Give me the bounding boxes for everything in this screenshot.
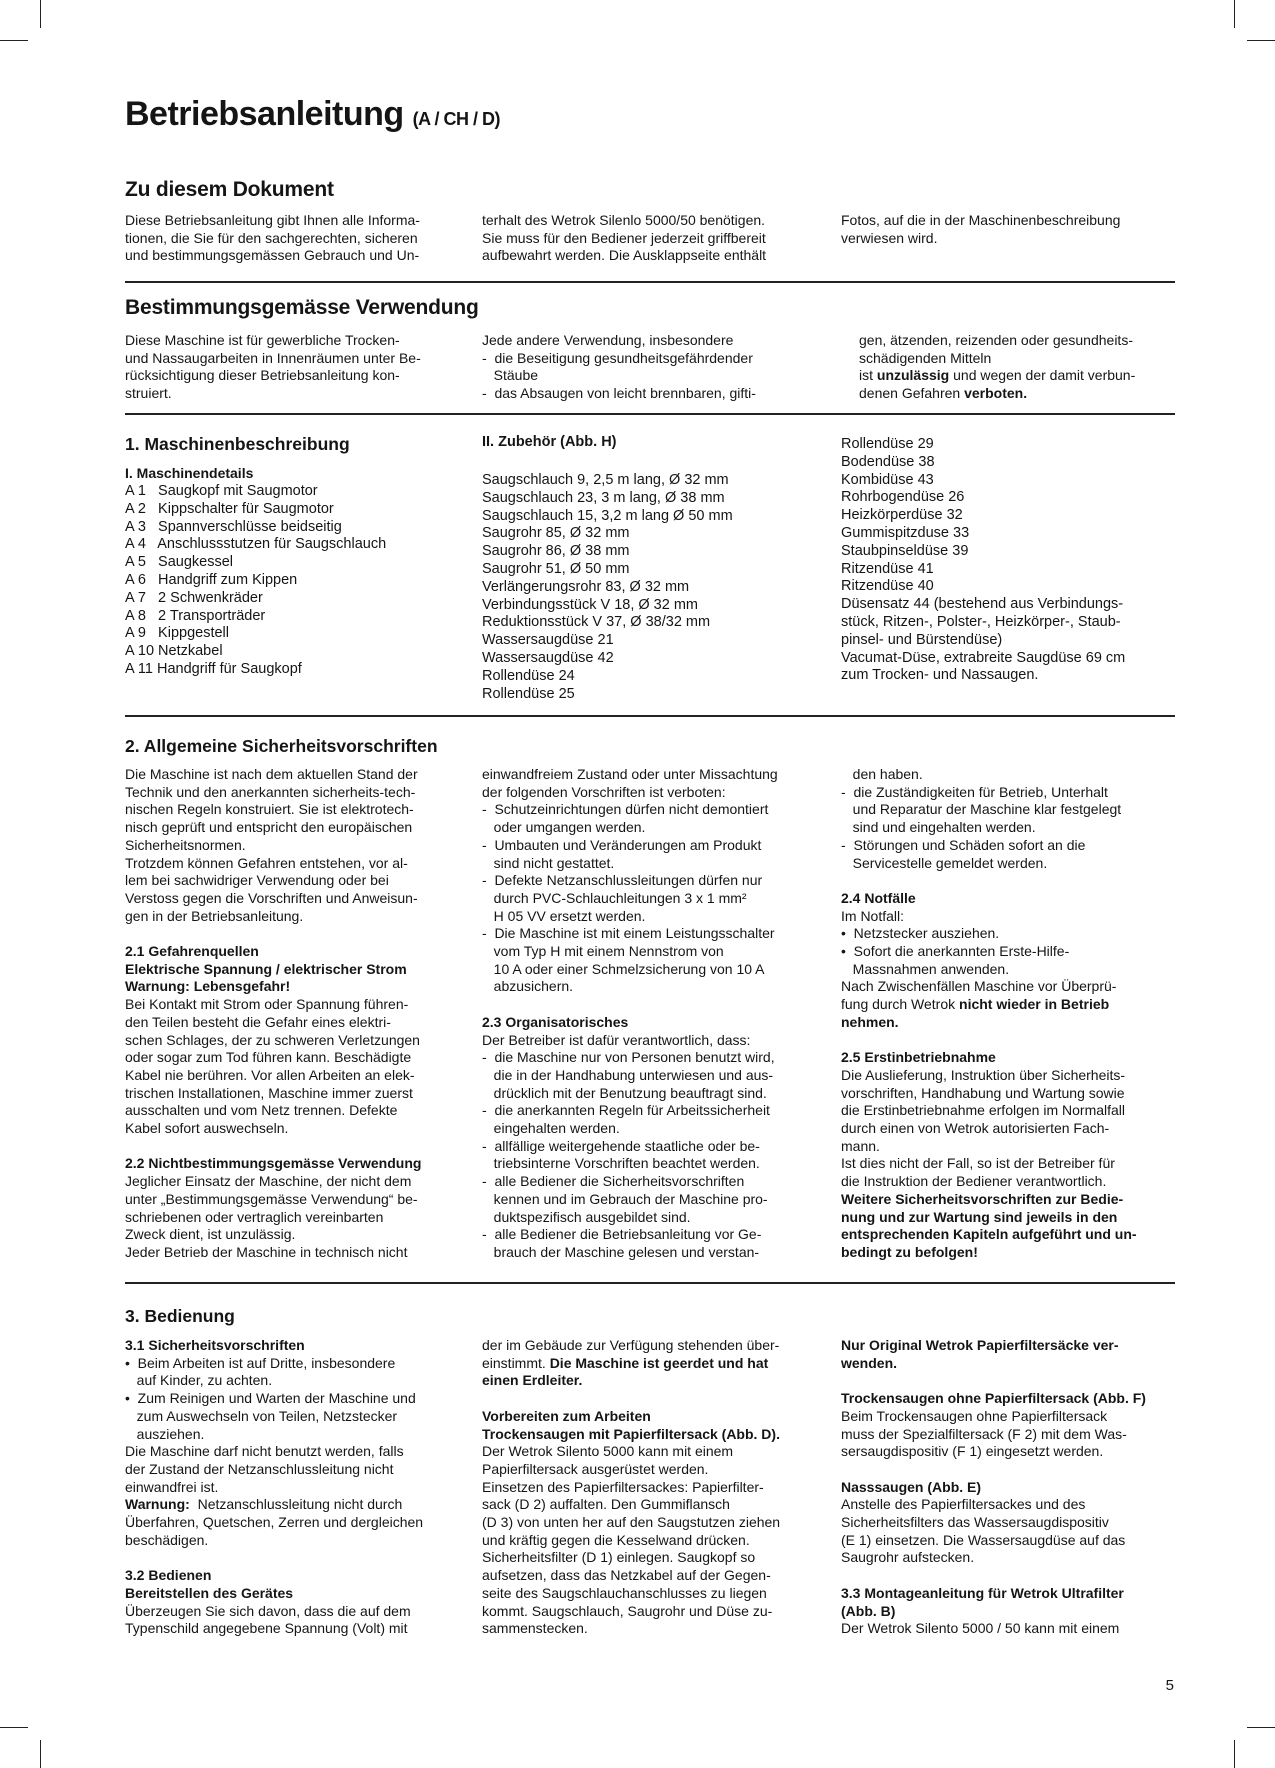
doc-col1 — [125, 212, 470, 265]
text-line: einwandfreiem Zustand oder unter Missachtung — [482, 766, 778, 782]
text-line: nischen Regeln konstruiert. Sie ist elektrotech- — [125, 801, 414, 818]
text-line: Reduktionsstück V 37, Ø 38/32 mm — [482, 614, 711, 631]
operation-col2 — [482, 1337, 827, 1638]
page-title — [125, 95, 500, 134]
text-line: nehmen. — [841, 1013, 899, 1030]
text-line: Trockensaugen mit Papierfiltersack (Abb. D). — [482, 1425, 780, 1442]
text-line: Warnung: Lebensgefahr! — [125, 978, 291, 995]
text-line: Saugrohr aufstecken. — [841, 1549, 975, 1566]
text-line — [841, 872, 1186, 890]
text-line: (E 1) einsetzen. Die Wassersaugdüse auf das — [841, 1531, 1126, 1548]
text-line: - Umbauten und Veränderungen am Produkt — [482, 836, 762, 853]
text-line: rücksichtigung dieser Betriebsanleitung kon- — [125, 367, 400, 384]
crop-mark — [40, 1740, 41, 1768]
text-line: Überzeugen Sie sich davon, dass die auf dem — [125, 1602, 411, 1619]
text-line: Sicherheitsnormen. — [125, 836, 246, 853]
text-line: 3.1 Sicherheitsvorschriften — [125, 1337, 305, 1353]
text-line: auf Kinder, zu achten. — [125, 1372, 273, 1389]
text-line: Vacumat-Düse, extrabreite Saugdüse 69 cm — [841, 649, 1126, 666]
text-line: Wassersaugdüse 42 — [482, 649, 614, 666]
text-line: und bestimmungsgemässen Gebrauch und Un- — [125, 247, 420, 264]
text-line: H 05 VV ersetzt werden. — [482, 907, 646, 924]
text-line: schriebenen oder vertraglich vereinbarten — [125, 1208, 384, 1225]
text-line: Diese Betriebsanleitung gibt Ihnen alle Informa- — [125, 212, 420, 228]
text-line: Technik und den anerkannten sicherheits-tech- — [125, 783, 416, 800]
text-line: oder sogar zum Tod führen kann. Beschädigte — [125, 1049, 412, 1066]
text-line: Weitere Sicherheitsvorschriften zur Bedie- — [841, 1190, 1124, 1207]
doc-col2 — [482, 212, 827, 265]
text-line: Der Wetrok Silento 5000 / 50 kann mit einem — [841, 1620, 1120, 1637]
text-line: Rollendüse 25 — [482, 685, 575, 702]
crop-mark — [0, 1727, 28, 1728]
text-line: aufsetzen, dass das Netzkabel auf der Gegen- — [482, 1567, 771, 1584]
text-line: A 7 2 Schwenkräder — [125, 589, 263, 606]
text-line: muss der Spezialfiltersack (F 2) mit dem Was- — [841, 1425, 1127, 1442]
divider — [125, 1282, 1175, 1284]
text-line: Rohrbogendüse 26 — [841, 489, 965, 506]
divider — [125, 281, 1175, 283]
text-line: Rollendüse 29 — [841, 436, 934, 452]
text-line: Ritzendüse 40 — [841, 578, 934, 595]
text-line: wenden. — [841, 1354, 898, 1371]
text-line: ist unzulässig und wegen der damit verbun- — [859, 367, 1136, 384]
text-line: Bei Kontakt mit Strom oder Spannung führen- — [125, 996, 409, 1013]
text-line — [482, 1390, 827, 1408]
heading-about-document: Zu diesem Dokument — [125, 178, 334, 201]
text-line: Jede andere Verwendung, insbesondere — [482, 332, 734, 348]
text-line — [125, 1138, 470, 1156]
text-line: (Abb. B) — [841, 1602, 896, 1619]
text-line: Bodendüse 38 — [841, 453, 935, 470]
crop-mark — [1234, 0, 1235, 28]
text-line: Saugrohr 85, Ø 32 mm — [482, 525, 630, 542]
text-line: • Netzstecker ausziehen. — [841, 925, 1000, 942]
text-line: Staubpinseldüse 39 — [841, 542, 969, 559]
text-line: denen Gefahren verboten. — [859, 385, 1028, 402]
text-line: Nur Original Wetrok Papierfiltersäcke ver- — [841, 1337, 1119, 1353]
text-line: mann. — [841, 1137, 880, 1154]
text-line: Heizkörperdüse 32 — [841, 507, 963, 524]
heading-safety: 2. Allgemeine Sicherheitsvorschriften — [125, 736, 438, 756]
text-line: der folgenden Vorschriften ist verboten: — [482, 783, 726, 800]
text-line: und Reparatur der Maschine klar festgelegt — [841, 801, 1122, 818]
text-line: abzusichern. — [482, 978, 574, 995]
text-line: A 11 Handgriff für Saugkopf — [125, 660, 302, 677]
text-line: Jeder Betrieb der Maschine in technisch nicht — [125, 1243, 408, 1260]
text-line: sack (D 2) auffalten. Den Gummiflansch — [482, 1496, 730, 1513]
text-line: und Nassaugarbeiten in Innenräumen unter Be- — [125, 349, 421, 366]
text-line: Trotzdem können Gefahren entstehen, vor al- — [125, 854, 408, 871]
text-line: - Die Maschine ist mit einem Leistungsschalter — [482, 925, 775, 942]
text-line: Die Maschine ist nach dem aktuellen Stand der — [125, 766, 418, 782]
text-line: struiert. — [125, 385, 172, 402]
text-line: A 10 Netzkabel — [125, 643, 223, 660]
text-line: eingehalten werden. — [482, 1120, 620, 1137]
text-line: A 8 2 Transporträder — [125, 607, 266, 624]
text-line: A 2 Kippschalter für Saugmotor — [125, 500, 334, 517]
text-line: (D 3) von unten her auf den Saugstutzen ziehen — [482, 1514, 781, 1531]
text-line: Kabel sofort auswechseln. — [125, 1120, 289, 1137]
text-line: trischen Installationen, Maschine immer zuerst — [125, 1084, 413, 1101]
text-line: oder umgangen werden. — [482, 819, 646, 836]
machine-details-list — [125, 483, 470, 679]
text-line: Vorbereiten zum Arbeiten — [482, 1407, 651, 1424]
text-line: 3.3 Montageanleitung für Wetrok Ultrafilter — [841, 1584, 1124, 1601]
text-line: Kabel nie berühren. Vor allen Arbeiten an elek- — [125, 1066, 415, 1083]
divider — [125, 413, 1175, 415]
text-line: triebsinterne Vorschriften beachtet werden. — [482, 1155, 760, 1172]
text-line: lem bei sachwidriger Verwendung oder bei — [125, 872, 389, 889]
text-line: brauch der Maschine gelesen und verstan- — [482, 1243, 760, 1260]
text-line: Typenschild angegebene Spannung (Volt) mit — [125, 1620, 408, 1637]
text-line — [125, 925, 470, 943]
text-line: den Teilen besteht die Gefahr eines elektri- — [125, 1013, 391, 1030]
text-line: Servicestelle gemeldet werden. — [841, 854, 1048, 871]
text-line: Saugschlauch 15, 3,2 m lang Ø 50 mm — [482, 507, 733, 524]
text-line: Stäube — [482, 367, 539, 384]
text-line: Rollendüse 24 — [482, 667, 575, 684]
text-line: Trockensaugen ohne Papierfiltersack (Abb. F) — [841, 1390, 1146, 1407]
text-line: - Schutzeinrichtungen dürfen nicht demontiert — [482, 801, 769, 818]
text-line: der im Gebäude zur Verfügung stehenden über- — [482, 1337, 780, 1353]
text-line: die Instruktion der Bediener verantwortlich. — [841, 1173, 1107, 1190]
text-line: Einsetzen des Papierfiltersackes: Papierfilter- — [482, 1478, 764, 1495]
text-line: • Zum Reinigen und Warten der Maschine und — [125, 1390, 416, 1407]
machine-details-heading: I. Maschinendetails — [125, 465, 254, 481]
text-line: tionen, die Sie für den sachgerechten, sicheren — [125, 229, 418, 246]
text-line: vom Typ H mit einem Nennstrom von — [482, 943, 724, 960]
text-line: Anstelle des Papierfiltersackes und des — [841, 1496, 1086, 1513]
text-line: Sicherheitsfilters das Wassersaugdispositiv — [841, 1514, 1109, 1530]
text-line: Im Notfall: — [841, 907, 905, 924]
text-line: A 4 Anschlussstutzen für Saugschlauch — [125, 536, 387, 553]
text-line: schädigenden Mitteln — [859, 349, 992, 366]
text-line: die Erstinbetriebnahme erfolgen im Normalfall — [841, 1102, 1126, 1119]
crop-mark — [40, 0, 41, 28]
text-line: verwiesen wird. — [841, 229, 938, 246]
text-line: die in der Handhabung unterwiesen und aus- — [482, 1066, 774, 1083]
text-line: 2.1 Gefahrenquellen — [125, 943, 259, 960]
use-col3 — [859, 332, 1204, 403]
text-line: • Beim Arbeiten ist auf Dritte, insbesondere — [125, 1354, 396, 1371]
text-line: zum Auswechseln von Teilen, Netzstecker — [125, 1407, 398, 1424]
text-line: Gummispitzduse 33 — [841, 524, 970, 541]
text-line: Überfahren, Quetschen, Zerren und dergleichen — [125, 1514, 424, 1531]
text-line: entsprechenden Kapiteln aufgeführt und un- — [841, 1226, 1137, 1243]
crop-mark — [1247, 1727, 1275, 1728]
text-line: Fotos, auf die in der Maschinenbeschreibung — [841, 212, 1121, 228]
text-line: 2.2 Nichtbestimmungsgemässe Verwendung — [125, 1155, 422, 1172]
text-line: Düsensatz 44 (bestehend aus Verbindungs- — [841, 596, 1124, 613]
text-line: den haben. — [841, 766, 923, 782]
text-line: Saugrohr 51, Ø 50 mm — [482, 560, 630, 577]
crop-mark — [1247, 40, 1275, 41]
text-line: Sicherheitsfilter (D 1) einlegen. Saugkopf so — [482, 1549, 756, 1566]
text-line: A 1 Saugkopf mit Saugmotor — [125, 483, 318, 499]
text-line: Nasssaugen (Abb. E) — [841, 1478, 982, 1495]
accessories-heading: II. Zubehör (Abb. H) — [482, 434, 617, 450]
text-line: Die Auslieferung, Instruktion über Sicherheits- — [841, 1066, 1126, 1083]
text-line: ausschalten und vom Netz trennen. Defekte — [125, 1102, 398, 1119]
text-line: einwandfrei ist. — [125, 1478, 219, 1495]
text-line: Kombidüse 43 — [841, 471, 934, 488]
text-line: Die Maschine darf nicht benutzt werden, falls — [125, 1443, 404, 1460]
text-line: der Zustand der Netzanschlussleitung nicht — [125, 1460, 394, 1477]
text-line: - die Maschine nur von Personen benutzt wird, — [482, 1049, 775, 1066]
text-line: A 3 Spannverschlüsse beidseitig — [125, 518, 342, 535]
text-line: - die Beseitigung gesundheitsgefährdender — [482, 349, 753, 366]
text-line: Saugschlauch 23, 3 m lang, Ø 38 mm — [482, 489, 725, 506]
text-line: Warnung: Netzanschlussleitung nicht durch — [125, 1496, 403, 1513]
text-line: Der Wetrok Silento 5000 kann mit einem — [482, 1443, 734, 1460]
text-line: 10 A oder einer Schmelzsicherung von 10 A — [482, 960, 765, 977]
text-line: schen Schlages, der zu schweren Verletzungen — [125, 1031, 420, 1048]
text-line: zum Trocken- und Nassaugen. — [841, 667, 1039, 684]
heading-machine-description: 1. Maschinenbeschreibung — [125, 434, 350, 454]
text-line: Bereitstellen des Gerätes — [125, 1584, 294, 1601]
text-line: Ist dies nicht der Fall, so ist der Betreiber für — [841, 1155, 1115, 1172]
text-line: gen, ätzenden, reizenden oder gesundheits- — [859, 332, 1133, 348]
text-line: sersaugdispositiv (F 1) eingesetzt werden. — [841, 1443, 1104, 1460]
text-line: nisch geprüft und entspricht den europäischen — [125, 819, 413, 836]
text-line: - Störungen und Schäden sofort an die — [841, 836, 1086, 853]
text-line: gen in der Betriebsanleitung. — [125, 907, 304, 924]
text-line: stück, Ritzen-, Polster-, Heizkörper-, Staub- — [841, 613, 1121, 630]
operation-col1 — [125, 1337, 470, 1638]
text-line: vorschriften, Handhabung und Wartung sowie — [841, 1084, 1125, 1101]
text-line: seite des Saugschlauchanschlusses zu liegen — [482, 1584, 767, 1601]
text-line: • Sofort die anerkannten Erste-Hilfe- — [841, 943, 1070, 960]
crop-mark — [1234, 1740, 1235, 1768]
text-line: Zweck dient, ist unzulässig. — [125, 1226, 296, 1243]
text-line: und kräftig gegen die Kesselwand drücken. — [482, 1531, 750, 1548]
text-line: pinsel- und Bürstendüse) — [841, 631, 1003, 648]
text-line: Jeglicher Einsatz der Maschine, der nicht dem — [125, 1173, 412, 1190]
text-line: Papierfiltersack ausgerüstet werden. — [482, 1460, 709, 1477]
text-line: A 6 Handgriff zum Kippen — [125, 571, 298, 588]
text-line: Elektrische Spannung / elektrischer Strom — [125, 960, 407, 977]
text-line: beschädigen. — [125, 1531, 209, 1548]
safety-col2 — [482, 766, 827, 1262]
text-line: - alle Bediener die Betriebsanleitung vor Ge- — [482, 1226, 762, 1243]
text-line: sind und eingehalten werden. — [841, 819, 1036, 836]
text-line: fung durch Wetrok nicht wieder in Betrieb — [841, 996, 1110, 1013]
text-line: kommt. Saugschlauch, Saugrohr und Düse zu- — [482, 1602, 773, 1619]
text-line: bedingt zu befolgen! — [841, 1243, 978, 1260]
text-line: - die anerkannten Regeln für Arbeitssicherheit — [482, 1102, 770, 1119]
text-line: Nach Zwischenfällen Maschine vor Überprü- — [841, 978, 1117, 995]
safety-col1 — [125, 766, 470, 1262]
text-line: - Defekte Netzanschlussleitungen dürfen nur — [482, 872, 763, 889]
divider — [125, 715, 1175, 717]
text-line: 3.2 Bedienen — [125, 1567, 212, 1584]
text-line: Verstoss gegen die Vorschriften und Anweisun- — [125, 889, 418, 906]
heading-intended-use: Bestimmungsgemässe Verwendung — [125, 296, 479, 319]
text-line: A 5 Saugkessel — [125, 554, 234, 571]
text-line: Saugschlauch 9, 2,5 m lang, Ø 32 mm — [482, 472, 729, 488]
text-line: Verbindungsstück V 18, Ø 32 mm — [482, 596, 698, 613]
text-line: durch einen von Wetrok autorisierten Fach- — [841, 1120, 1110, 1137]
text-line: einstimmt. Die Maschine ist geerdet und hat — [482, 1354, 769, 1371]
text-line: Massnahmen anwenden. — [841, 960, 1010, 977]
accessories-list-2 — [841, 436, 1186, 685]
page-number: 5 — [1165, 1677, 1174, 1694]
heading-operation: 3. Bedienung — [125, 1306, 235, 1326]
text-line: Verlängerungsrohr 83, Ø 32 mm — [482, 578, 690, 595]
title-main: Betriebsanleitung — [125, 95, 404, 133]
text-line — [841, 1567, 1186, 1585]
text-line — [841, 1372, 1186, 1390]
text-line: Saugrohr 86, Ø 38 mm — [482, 543, 630, 560]
doc-col3 — [841, 212, 1186, 247]
text-line: terhalt des Wetrok Silenlo 5000/50 benötigen. — [482, 212, 766, 228]
safety-col3 — [841, 766, 1186, 1262]
text-line: 2.4 Notfälle — [841, 889, 916, 906]
accessories-list-1 — [482, 472, 827, 703]
text-line — [841, 1461, 1186, 1479]
text-line: Ritzendüse 41 — [841, 560, 934, 577]
text-line: 2.5 Erstinbetriebnahme — [841, 1049, 996, 1066]
text-line: Beim Trockensaugen ohne Papierfiltersack — [841, 1407, 1108, 1424]
text-line: - die Zuständigkeiten für Betrieb, Unterhalt — [841, 783, 1108, 800]
text-line: A 9 Kippgestell — [125, 625, 229, 642]
text-line: Diese Maschine ist für gewerbliche Trocken- — [125, 332, 400, 348]
crop-mark — [0, 40, 28, 41]
text-line: kennen und im Gebrauch der Maschine pro- — [482, 1190, 768, 1207]
use-col1 — [125, 332, 470, 403]
text-line: - allfällige weitergehende staatliche oder be- — [482, 1137, 760, 1154]
text-line: - das Absaugen von leicht brennbaren, gifti- — [482, 385, 756, 402]
text-line — [482, 996, 827, 1014]
title-sub: (A / CH / D) — [412, 109, 500, 129]
text-line: 2.3 Organisatorisches — [482, 1013, 629, 1030]
text-line: Sie muss für den Bediener jederzeit griffbereit — [482, 229, 766, 246]
text-line: drücklich mit der Benutzung beauftragt sind. — [482, 1084, 767, 1101]
text-line: unter „Bestimmungsgemässe Verwendung“ be- — [125, 1190, 418, 1207]
text-line — [841, 1032, 1186, 1050]
text-line: sammenstecken. — [482, 1620, 588, 1637]
text-line: Wassersaugdüse 21 — [482, 632, 614, 649]
text-line: Der Betreiber ist dafür verantwortlich, dass: — [482, 1031, 751, 1048]
text-line: einen Erdleiter. — [482, 1372, 583, 1389]
text-line: duktspezifisch ausgebildet sind. — [482, 1208, 691, 1225]
text-line: nung und zur Wartung sind jeweils in den — [841, 1208, 1118, 1225]
text-line: ausziehen. — [125, 1425, 205, 1442]
operation-col3 — [841, 1337, 1186, 1638]
text-line: aufbewahrt werden. Die Ausklappseite enthält — [482, 247, 767, 264]
text-line: durch PVC-Schlauchleitungen 3 x 1 mm² — [482, 889, 747, 906]
text-line: - alle Bediener die Sicherheitsvorschriften — [482, 1173, 745, 1190]
use-col2 — [482, 332, 827, 403]
text-line: sind nicht gestattet. — [482, 854, 615, 871]
text-line — [125, 1549, 470, 1567]
